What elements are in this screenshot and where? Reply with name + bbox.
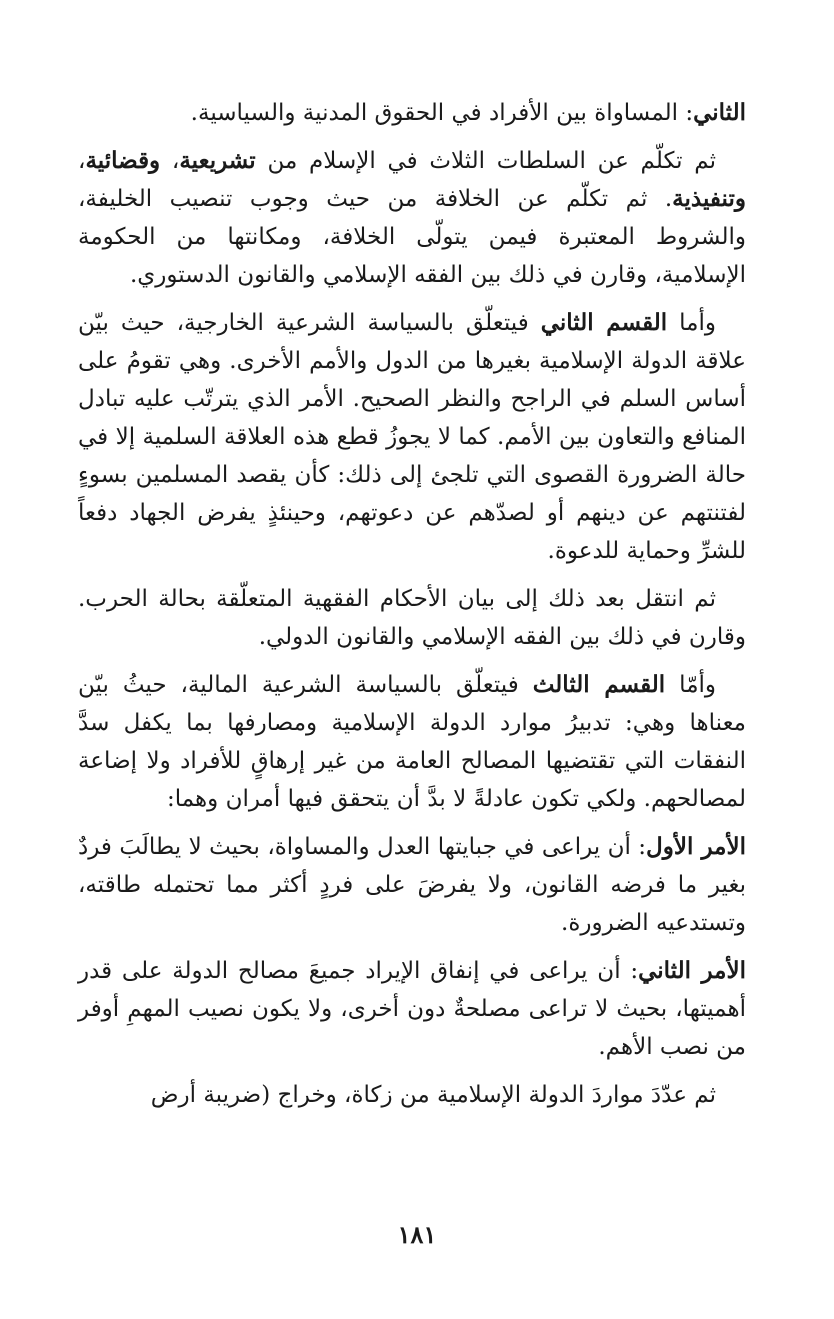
paragraph — [78, 94, 746, 132]
bold-term: القسم الثاني — [540, 309, 668, 336]
bold-term: الثاني — [693, 99, 746, 126]
paragraph — [78, 142, 746, 294]
paragraph — [78, 304, 746, 570]
text-run: ، — [160, 148, 180, 174]
text-run: ثم عدّدَ مواردَ الدولة الإسلامية من زكاة، وخراج (ضريبة أرض — [150, 1082, 716, 1108]
text-run: : أن يراعى في جبايتها العدل والمساواة، بحيث لا يطالَبَ فردٌ بغير ما فرضه القانون، ولا يفرضَ على فردٍ أكثر مما تحتمله طاقته، وتستدعيه الضرورة. — [78, 834, 746, 936]
paragraph — [78, 580, 746, 656]
paragraph — [78, 952, 746, 1066]
paragraph — [78, 828, 746, 942]
text-run: : أن يراعى في إنفاق الإيراد جميعَ مصالح الدولة على قدر أهميتها، بحيث لا تراعى مصلحةٌ دون أخرى، ولا يكون نصيب المهمِ أوفر من نصب الأهم. — [78, 958, 746, 1060]
text-run: وأمّا — [665, 672, 717, 698]
text-run: ثم انتقل بعد ذلك إلى بيان الأحكام الفقهية المتعلّقة بحالة الحرب. وقارن في ذلك بين الفقه الإسلامي والقانون الدولي. — [78, 586, 746, 650]
text-run: ، — [78, 148, 86, 174]
text-run: فيتعلّق بالسياسة الشرعية الخارجية، حيث بيّن علاقة الدولة الإسلامية بغيرها من الدول والأمم الأخرى. وهي تقومُ على أساس السلم في الراجح والنظر الصحيح. الأمر الذي يترتّب عليه تبادل المنافع والتعاون بين الأمم. كما لا يجوزُ قطع هذه العلاقة السلمية إلا في حالة الضرورة القصوى التي تلجئ إلى ذلك: كأن يقصد المسلمين بسوءٍ لفتنتهم عن دينهم أو لصدّهم عن دعوتهم، وحينئذٍ يفرض الجهاد دفعاً للشرِّ وحماية للدعوة. — [78, 310, 746, 564]
text-run: : المساواة بين الأفراد في الحقوق المدنية والسياسية. — [190, 100, 694, 126]
bold-term: الأمر الثاني — [638, 957, 746, 984]
body-text — [78, 94, 746, 1124]
paragraph — [78, 666, 746, 818]
bold-term: وتنفيذية — [672, 185, 746, 212]
bold-term: القسم الثالث — [532, 671, 666, 698]
bold-term: تشريعية — [179, 147, 256, 174]
paragraph — [78, 1076, 746, 1114]
text-run: ثم تكلّم عن السلطات الثلاث في الإسلام من — [255, 148, 716, 174]
page-number: ١٨١ — [397, 1220, 437, 1249]
text-run: . ثم تكلّم عن الخلافة من حيث وجوب تنصيب الخليفة، والشروط المعتبرة فيمن يتولّى الخلافة، ومكانتها من الحكومة الإسلامية، وقارن في ذلك بين الفقه الإسلامي والقانون الدستوري. — [78, 186, 746, 288]
bold-term: الأمر الأول — [646, 833, 746, 860]
text-run: وأما — [667, 310, 716, 336]
bold-term: وقضائية — [85, 147, 161, 174]
text-run: فيتعلّق بالسياسة الشرعية المالية، حيثُ بيّن معناها وهي: تدبيرُ موارد الدولة الإسلامية ومصارفها بما يكفل سدَّ النفقات التي تقتضيها المصالح العامة من غير إرهاقٍ للأفراد ولا إضاعة لمصالحهم. ولكي تكون عادلةً لا بدَّ أن يتحقق فيها أمران وهما: — [78, 672, 746, 812]
